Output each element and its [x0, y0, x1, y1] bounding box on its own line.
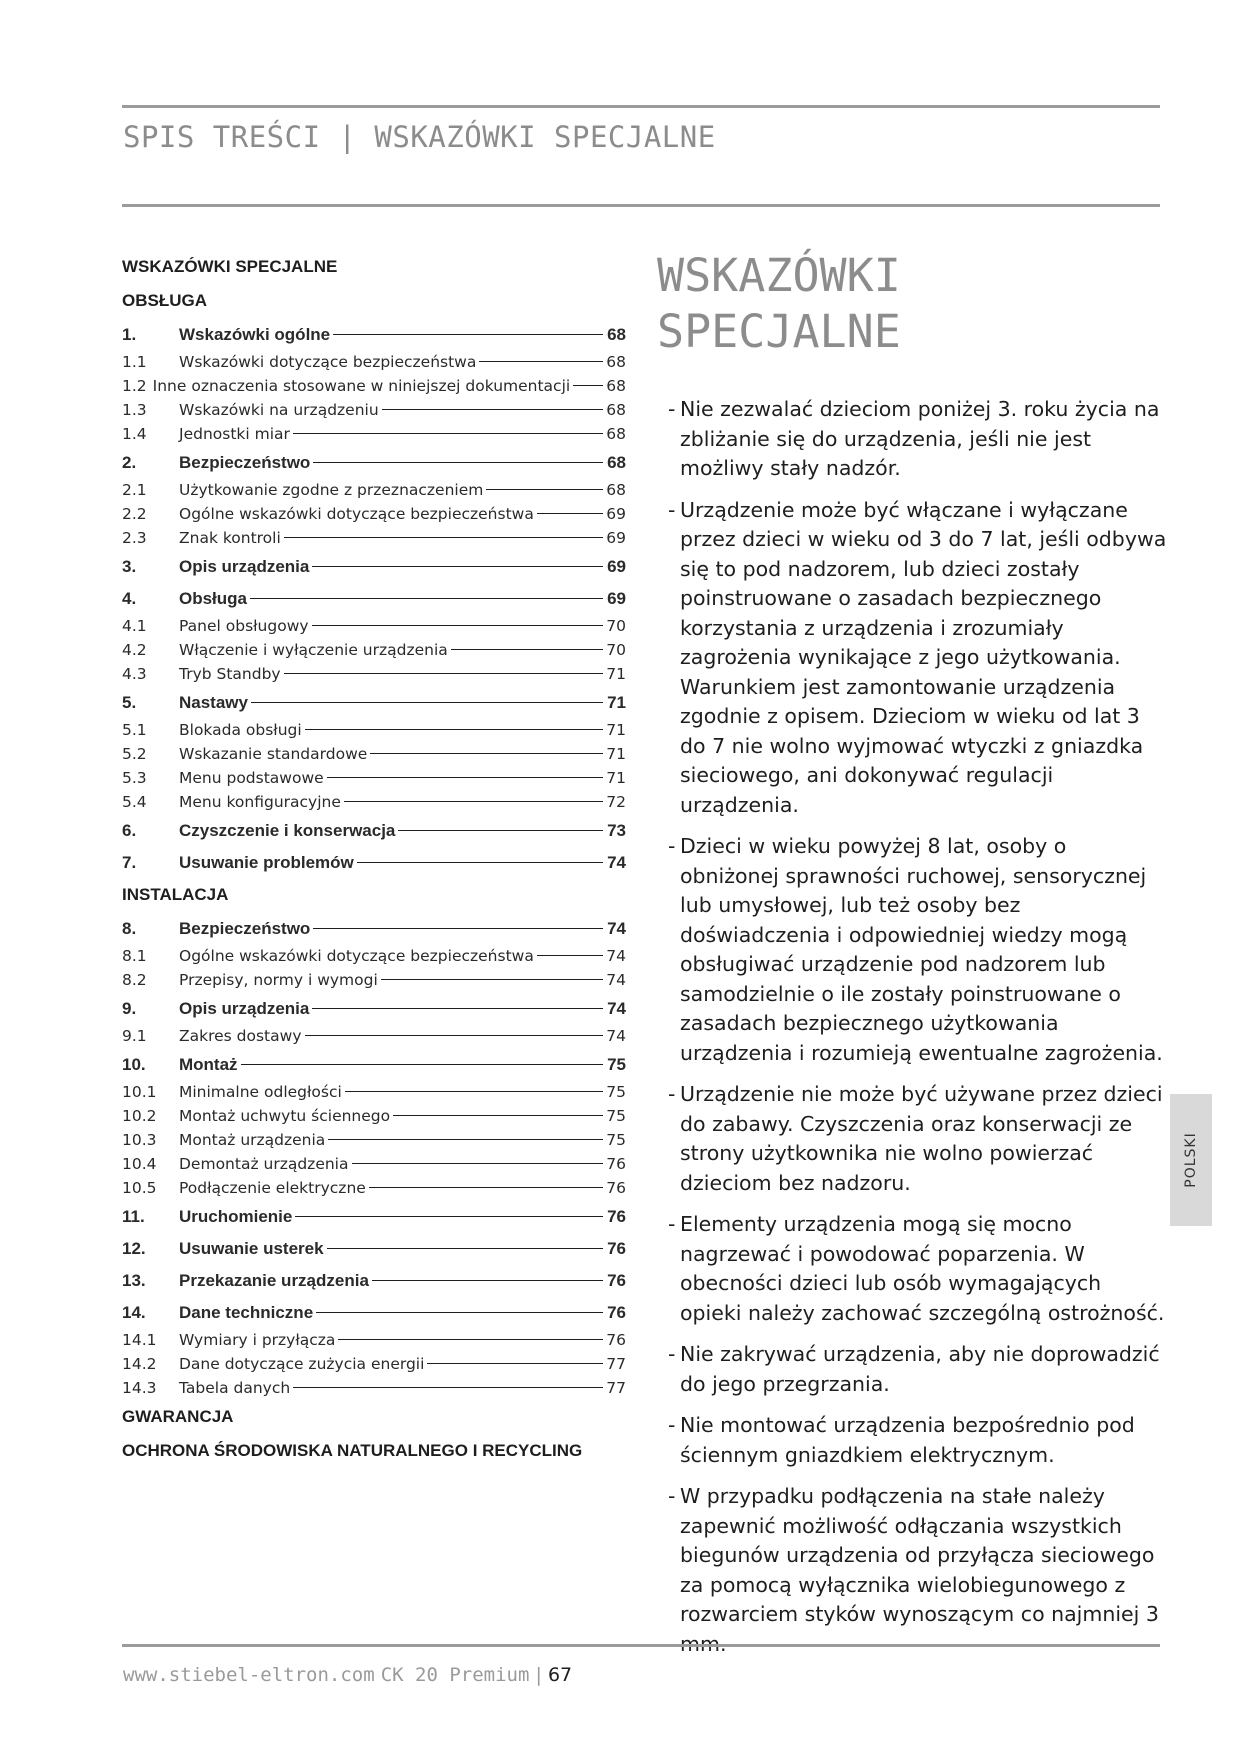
- toc-installation-list: [122, 914, 626, 1400]
- page-header-title: SPIS TREŚCI | WSKAZÓWKI SPECJALNE: [123, 120, 716, 154]
- toc-entry-page: 69: [607, 557, 626, 576]
- toc-entry[interactable]: [122, 1298, 626, 1328]
- safety-note-text: W przypadku podłączenia na stałe należy zapewnić możliwość odłączania wszystkich biegunów urządzenia od przyłącza sieciowego za pomocą wyłącznika wielobiegunowego z rozwarciem styków wynoszącym co najmniej 3: [680, 1484, 1159, 1626]
- toc-entry-title: Panel obsługowy: [179, 617, 309, 635]
- toc-entry-number: 4.2: [122, 641, 147, 659]
- toc-entry-number: 1.4: [122, 425, 147, 443]
- toc-entry-title: Inne oznaczenia stosowane w niniejszej dokumentacji: [152, 377, 571, 395]
- toc-entry-title: Montaż: [179, 1055, 238, 1074]
- toc-entry-leader: [327, 777, 603, 778]
- note-dash: -: [668, 397, 676, 421]
- note-dash: -: [668, 834, 676, 858]
- safety-note: [668, 1411, 1168, 1470]
- toc-entry-number: 8.: [122, 919, 137, 938]
- toc-entry-page: 75: [607, 1055, 626, 1074]
- toc-entry-page: 76: [606, 1179, 626, 1197]
- toc-entry-number: 2.1: [122, 481, 147, 499]
- toc-entry[interactable]: [122, 1376, 626, 1400]
- toc-entry-title: Menu konfiguracyjne: [179, 793, 341, 811]
- toc-entry-number: 4.1: [122, 617, 147, 635]
- toc-entry-title: Obsługa: [179, 589, 248, 608]
- toc-entry[interactable]: [122, 662, 626, 686]
- toc-entry-leader: [427, 1363, 603, 1364]
- safety-note: [668, 1080, 1168, 1198]
- toc-entry-page: 77: [606, 1379, 626, 1397]
- toc-entry-leader: [327, 1248, 603, 1249]
- toc-entry-title: Znak kontroli: [179, 529, 281, 547]
- toc-entry-page: 73: [607, 821, 626, 840]
- toc-entry-title: Dane techniczne: [179, 1303, 314, 1322]
- toc-entry-page: 74: [607, 919, 626, 938]
- toc-entry-leader: [312, 1008, 603, 1009]
- table-of-contents: [122, 250, 626, 1468]
- toc-entry[interactable]: [122, 688, 626, 718]
- note-dash: -: [668, 1342, 676, 1366]
- toc-entry-page: 68: [607, 325, 626, 344]
- toc-entry-number: 10.2: [122, 1107, 157, 1125]
- toc-entry-page: 72: [606, 793, 626, 811]
- toc-entry[interactable]: [122, 1050, 626, 1080]
- toc-entry[interactable]: [122, 1352, 626, 1376]
- toc-entry-number: 5.3: [122, 769, 147, 787]
- toc-entry-title: Minimalne odległości: [179, 1083, 342, 1101]
- toc-entry-leader: [284, 673, 603, 674]
- toc-entry-leader: [241, 1064, 603, 1065]
- header-top-rule: [122, 105, 1160, 108]
- toc-entry-page: 71: [607, 693, 626, 712]
- toc-entry-title: Opis urządzenia: [179, 557, 310, 576]
- toc-entry-page: 76: [606, 1331, 626, 1349]
- toc-entry-page: 74: [606, 1027, 626, 1045]
- toc-entry-page: 76: [606, 1155, 626, 1173]
- toc-entry-leader: [312, 566, 603, 567]
- footer-page-number: 67: [547, 1664, 573, 1686]
- toc-entry-title: Usuwanie problemów: [179, 853, 354, 872]
- toc-entry-leader: [295, 1216, 603, 1217]
- safety-note: [668, 1482, 1168, 1659]
- toc-entry[interactable]: [122, 638, 626, 662]
- safety-note-text: Urządzenie może być włączane i wyłączane przez dzieci w wieku od 3 do 7 lat, jeśli odbywa się to pod nadzorem, lub dzieci zostały poinstruowane o zasadach bezpiecznego korzystania z urządzenia i zrozumiały zagrożenia wynikające z jego użytkowania. Warunkiem jest zamontowanie urządzenia zgodnie z opisem. Dzieciom w wieku od lat 3 do 7 nie wolno wyjmować wtyczki z gniazdka sieciowego, ani dokonywać regulacji urządzenia.: [680, 497, 1167, 817]
- toc-entry-number: 9.1: [122, 1027, 147, 1045]
- toc-entry-page: 71: [606, 721, 626, 739]
- toc-entry[interactable]: [122, 502, 626, 526]
- toc-entry-page: 70: [606, 617, 626, 635]
- toc-entry-leader: [479, 361, 603, 362]
- toc-entry-title: Blokada obsługi: [179, 721, 302, 739]
- toc-entry[interactable]: [122, 1128, 626, 1152]
- toc-entry[interactable]: [122, 552, 626, 582]
- toc-entry-number: 10.: [122, 1055, 146, 1074]
- toc-entry-title: Opis urządzenia: [179, 999, 310, 1018]
- toc-entry[interactable]: [122, 1234, 626, 1264]
- toc-entry-leader: [313, 928, 603, 929]
- safety-note: [668, 496, 1168, 821]
- note-dash: -: [668, 1413, 676, 1437]
- toc-entry-leader: [382, 409, 603, 410]
- toc-entry-title: Tabela danych: [179, 1379, 291, 1397]
- safety-note-text: Nie zakrywać urządzenia, aby nie doprowadzić do jego przegrzania.: [680, 1342, 1160, 1396]
- toc-entry-number: 1.1: [122, 353, 147, 371]
- toc-entry-page: 68: [606, 481, 626, 499]
- toc-operation-list: [122, 320, 626, 878]
- toc-entry-leader: [251, 702, 603, 703]
- toc-entry-leader: [357, 862, 603, 863]
- toc-heading-installation: INSTALACJA: [122, 885, 229, 904]
- toc-entry[interactable]: [122, 374, 626, 398]
- toc-entry[interactable]: [122, 944, 626, 968]
- toc-entry-leader: [284, 537, 603, 538]
- toc-entry-leader: [393, 1115, 603, 1116]
- toc-entry-title: Bezpieczeństwo: [179, 453, 311, 472]
- toc-entry-number: 1.2: [122, 377, 147, 395]
- toc-entry-title: Bezpieczeństwo: [179, 919, 311, 938]
- toc-entry-title: Tryb Standby: [179, 665, 281, 683]
- toc-entry-number: 11.: [122, 1207, 145, 1226]
- toc-entry-page: 69: [607, 589, 626, 608]
- toc-entry[interactable]: [122, 848, 626, 878]
- toc-entry[interactable]: [122, 526, 626, 550]
- toc-entry-leader: [345, 1091, 603, 1092]
- toc-entry-title: Wskazanie standardowe: [179, 745, 368, 763]
- toc-entry-title: Wskazówki na urządzeniu: [179, 401, 379, 419]
- language-tab: [1170, 1094, 1212, 1226]
- toc-entry[interactable]: [122, 1152, 626, 1176]
- toc-entry-leader: [250, 598, 603, 599]
- safety-note-text: Elementy urządzenia mogą się mocno nagrzewać i powodować poparzenia. W obecności dzieci lub osób wymagających opieki należy zachować szczególną ostrożność.: [680, 1212, 1165, 1325]
- toc-entry-number: 2.: [122, 453, 137, 472]
- toc-entry-number: 2.2: [122, 505, 147, 523]
- toc-entry-number: 14.3: [122, 1379, 157, 1397]
- toc-entry[interactable]: [122, 1024, 626, 1048]
- toc-entry-number: 10.3: [122, 1131, 157, 1149]
- toc-entry-title: Zakres dostawy: [179, 1027, 302, 1045]
- toc-entry-leader: [537, 955, 603, 956]
- toc-entry-leader: [372, 1280, 603, 1281]
- safety-notes-list: [668, 395, 1168, 1671]
- toc-entry-page: 68: [606, 401, 626, 419]
- toc-entry-number: 7.: [122, 853, 137, 872]
- toc-entry-page: 68: [606, 425, 626, 443]
- toc-entry-page: 71: [606, 745, 626, 763]
- toc-entry-title: Ogólne wskazówki dotyczące bezpieczeństwa: [179, 947, 534, 965]
- toc-entry-page: 77: [606, 1355, 626, 1373]
- toc-entry-leader: [344, 801, 603, 802]
- toc-entry-number: 5.1: [122, 721, 147, 739]
- toc-entry-number: 5.4: [122, 793, 147, 811]
- toc-entry[interactable]: [122, 766, 626, 790]
- toc-entry[interactable]: [122, 994, 626, 1024]
- safety-note: [668, 1340, 1168, 1399]
- note-dash: -: [668, 1484, 676, 1508]
- toc-entry-title: Usuwanie usterek: [179, 1239, 324, 1258]
- toc-entry[interactable]: [122, 614, 626, 638]
- toc-entry-page: 76: [607, 1239, 626, 1258]
- toc-entry-number: 10.4: [122, 1155, 157, 1173]
- toc-entry[interactable]: [122, 968, 626, 992]
- toc-entry-number: 2.3: [122, 529, 147, 547]
- note-dash: -: [668, 1212, 676, 1236]
- footer-url: www.stiebel-eltron.com: [123, 1664, 375, 1686]
- toc-entry-leader: [369, 1187, 603, 1188]
- toc-entry[interactable]: [122, 1202, 626, 1232]
- toc-entry[interactable]: [122, 584, 626, 614]
- toc-entry-title: Podłączenie elektryczne: [179, 1179, 366, 1197]
- toc-entry-title: Czyszczenie i konserwacja: [179, 821, 396, 840]
- toc-entry-title: Dane dotyczące zużycia energii: [179, 1355, 425, 1373]
- toc-heading-operation: OBSŁUGA: [122, 291, 207, 310]
- toc-entry-number: 6.: [122, 821, 137, 840]
- toc-entry[interactable]: [122, 1104, 626, 1128]
- toc-entry-title: Uruchomienie: [179, 1207, 293, 1226]
- toc-entry-title: Menu podstawowe: [179, 769, 324, 787]
- toc-entry-page: 74: [607, 853, 626, 872]
- safety-note-text: Nie montować urządzenia bezpośrednio pod ściennym gniazdkiem elektrycznym.: [680, 1413, 1135, 1467]
- toc-entry-number: 14.1: [122, 1331, 157, 1349]
- toc-entry-leader: [537, 513, 603, 514]
- toc-entry[interactable]: [122, 478, 626, 502]
- toc-entry[interactable]: [122, 816, 626, 846]
- toc-entry-number: 4.3: [122, 665, 147, 683]
- toc-entry-leader: [333, 334, 603, 335]
- toc-entry[interactable]: [122, 790, 626, 814]
- toc-entry-title: Użytkowanie zgodne z przeznaczeniem: [179, 481, 484, 499]
- toc-entry-number: 9.: [122, 999, 137, 1018]
- toc-entry[interactable]: [122, 422, 626, 446]
- section-title-line2: SPECJALNE: [657, 305, 901, 358]
- footer-separator: |: [535, 1664, 542, 1686]
- toc-entry-title: Jednostki miar: [179, 425, 290, 443]
- toc-entry-number: 14.2: [122, 1355, 157, 1373]
- toc-entry[interactable]: [122, 1080, 626, 1104]
- toc-entry-page: 75: [606, 1107, 626, 1125]
- toc-entry-number: 1.3: [122, 401, 147, 419]
- toc-entry-leader: [370, 753, 603, 754]
- toc-entry[interactable]: [122, 1266, 626, 1296]
- toc-entry-title: Nastawy: [179, 693, 248, 712]
- footer-model: CK 20 Premium: [380, 1664, 530, 1686]
- toc-entry-leader: [398, 830, 603, 831]
- toc-entry-leader: [293, 1387, 603, 1388]
- toc-entry[interactable]: [122, 1328, 626, 1352]
- toc-entry-page: 75: [606, 1083, 626, 1101]
- safety-note-text: Nie zezwalać dzieciom poniżej 3. roku życia na zbliżanie się do urządzenia, jeśli nie jest możliwy stały nadzór.: [680, 397, 1160, 480]
- toc-entry-leader: [316, 1312, 603, 1313]
- toc-entry[interactable]: [122, 718, 626, 742]
- toc-entry-title: Włączenie i wyłączenie urządzenia: [179, 641, 448, 659]
- toc-entry-page: 68: [606, 377, 626, 395]
- toc-entry[interactable]: [122, 448, 626, 478]
- toc-entry-title: Przepisy, normy i wymogi: [179, 971, 378, 989]
- toc-entry-number: 10.1: [122, 1083, 157, 1101]
- toc-entry-leader: [305, 1035, 604, 1036]
- toc-entry-page: 68: [607, 453, 626, 472]
- toc-entry-leader: [486, 489, 603, 490]
- toc-entry-page: 76: [607, 1303, 626, 1322]
- note-dash: -: [668, 497, 676, 522]
- header-bottom-rule: [122, 204, 1160, 207]
- toc-entry-page: 69: [606, 505, 626, 523]
- toc-entry-leader: [312, 625, 603, 626]
- toc-entry-page: 75: [606, 1131, 626, 1149]
- toc-entry-number: 4.: [122, 589, 137, 608]
- toc-entry-title: Wskazówki ogólne: [179, 325, 331, 344]
- toc-entry-page: 71: [606, 769, 626, 787]
- note-dash: -: [668, 1082, 676, 1106]
- toc-entry-number: 5.2: [122, 745, 147, 763]
- toc-entry-page: 68: [606, 353, 626, 371]
- toc-entry-title: Wskazówki dotyczące bezpieczeństwa: [179, 353, 477, 371]
- safety-note-text: Dzieci w wieku powyżej 8 lat, osoby o obniżonej sprawności ruchowej, sensorycznej lub umysłowej, lub też osoby bez doświadczenia i odpowiedniej wiedzy mogą obsługiwać urządzenie pod nadzorem lub samodzielnie o ile zostały poinstruowane o zasadach bezpiecznego użytkowania urządzenia i rozumieją ewentualne zagrożenia.: [680, 834, 1163, 1065]
- toc-entry-page: 71: [606, 665, 626, 683]
- toc-entry[interactable]: [122, 350, 626, 374]
- toc-entry-title: Montaż uchwytu ściennego: [179, 1107, 391, 1125]
- toc-entry-number: 13.: [122, 1271, 146, 1290]
- section-title-line1: WSKAZÓWKI: [657, 249, 901, 302]
- toc-entry-number: 14.: [122, 1303, 146, 1322]
- toc-heading-environment: OCHRONA ŚRODOWISKA NATURALNEGO I RECYCLING: [122, 1441, 583, 1460]
- toc-entry[interactable]: [122, 1176, 626, 1200]
- toc-entry-title: Montaż urządzenia: [179, 1131, 326, 1149]
- toc-entry-leader: [338, 1339, 603, 1340]
- toc-entry-page: 74: [607, 999, 626, 1018]
- safety-note: [668, 1210, 1168, 1328]
- toc-entry-number: 8.1: [122, 947, 147, 965]
- toc-entry-leader: [451, 649, 603, 650]
- toc-entry-leader: [381, 979, 603, 980]
- footer-rule: [122, 1644, 1160, 1647]
- toc-heading-warranty: GWARANCJA: [122, 1407, 234, 1426]
- toc-entry[interactable]: [122, 742, 626, 766]
- toc-entry-leader: [293, 433, 603, 434]
- toc-entry-leader: [573, 385, 603, 386]
- toc-entry[interactable]: [122, 320, 626, 350]
- section-title: [657, 248, 901, 360]
- toc-entry-page: 74: [606, 947, 626, 965]
- toc-entry-page: 74: [606, 971, 626, 989]
- safety-note-text: Urządzenie nie może być używane przez dzieci do zabawy. Czyszczenia oraz konserwacji ze strony użytkownika nie wolno powierzać dzieciom bez nadzoru.: [680, 1082, 1163, 1195]
- toc-entry-number: 1.: [122, 325, 137, 344]
- toc-entry-number: 10.5: [122, 1179, 157, 1197]
- toc-entry[interactable]: [122, 398, 626, 422]
- toc-entry-title: Wymiary i przyłącza: [179, 1331, 336, 1349]
- toc-heading-special: WSKAZÓWKI SPECJALNE: [122, 257, 338, 276]
- toc-entry-title: Przekazanie urządzenia: [179, 1271, 369, 1290]
- toc-entry-leader: [305, 729, 603, 730]
- toc-entry-leader: [352, 1163, 604, 1164]
- page-footer: [123, 1664, 572, 1686]
- toc-entry-page: 70: [606, 641, 626, 659]
- safety-note: [668, 395, 1168, 484]
- toc-entry[interactable]: [122, 914, 626, 944]
- toc-entry-number: 12.: [122, 1239, 146, 1258]
- toc-entry-leader: [328, 1139, 603, 1140]
- language-tab-label: POLSKI: [1183, 1132, 1199, 1188]
- toc-entry-leader: [313, 462, 603, 463]
- toc-entry-title: Ogólne wskazówki dotyczące bezpieczeństwa: [179, 505, 534, 523]
- toc-entry-number: 8.2: [122, 971, 147, 989]
- toc-entry-number: 3.: [122, 557, 137, 576]
- toc-entry-title: Demontaż urządzenia: [179, 1155, 349, 1173]
- safety-note: [668, 832, 1168, 1068]
- toc-entry-number: 5.: [122, 693, 137, 712]
- toc-entry-page: 76: [607, 1271, 626, 1290]
- toc-entry-page: 69: [606, 529, 626, 547]
- toc-entry-page: 76: [607, 1207, 626, 1226]
